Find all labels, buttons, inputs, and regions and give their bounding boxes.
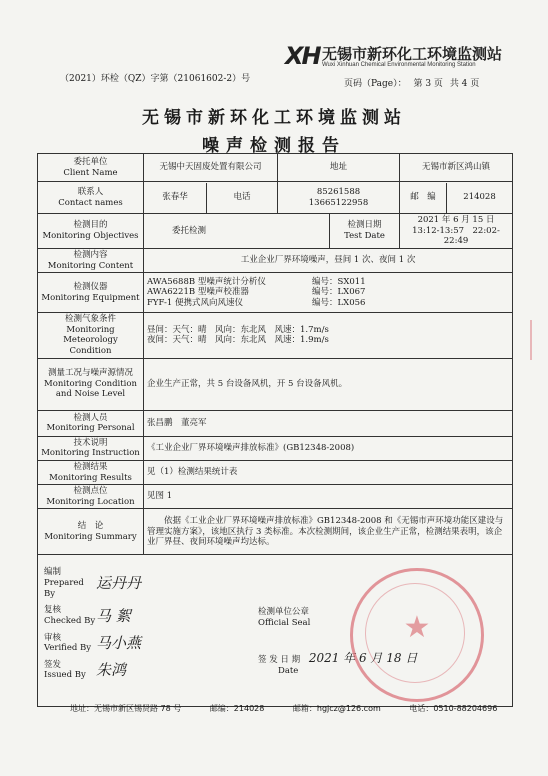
page-indicator <box>344 76 483 89</box>
row-results <box>38 460 513 484</box>
verified-row: 审核 Verified By 马小燕 <box>44 632 142 654</box>
org-name-en: Wuxi Xinhuan Chemical Environmental Monitoring Station <box>322 62 476 68</box>
contact-value: 张春华 <box>144 183 207 213</box>
issued-signature: 朱鸿 <box>96 661 127 679</box>
summary-value: 依据《工业企业厂界环境噪声排放标准》GB12348-2008 和《无锡市声环境功能区建设与管理实施方案》，该地区执行 3 类标准。本次检测期间，该企业生产正常，检测结果表明，该企业厂界昼、夜间环境噪声均达标。 <box>144 509 513 555</box>
row-weather <box>38 313 513 359</box>
page-current: 第 3 页 <box>413 79 443 89</box>
footer-phone: 电话：0510-88204696 <box>409 704 498 713</box>
row-location <box>38 485 513 509</box>
report-title-org: 无锡市新环化工环境监测站 <box>142 108 406 128</box>
row-equipment <box>38 273 513 313</box>
results-value: 见（1）检测结果统计表 <box>144 460 513 484</box>
issued-row: 签发 Issued By 朱鸿 <box>44 659 127 681</box>
edge-seal-mark <box>530 320 546 360</box>
weather-value: 昼间：天气：晴 风向：东北风 风速：1.7m/s 夜间：天气：晴 风向：东北风 风速：1.9m/s <box>144 313 513 359</box>
phone-value: 85261588 13665122958 <box>278 182 400 214</box>
results-label: 检测结果 Monitoring Results <box>38 460 144 484</box>
prepared-row: 编制 Prepared By 运丹丹 <box>44 567 142 599</box>
personnel-label: 检测人员 Monitoring Personal <box>38 410 144 436</box>
official-seal <box>350 568 484 702</box>
weather-label: 检测气象条件 Monitoring Meteorology Condition <box>38 313 144 359</box>
org-name-cn: 无锡市新环化工环境监测站 <box>322 45 503 63</box>
checked-row: 复核 Checked By 马 絮 <box>44 605 131 626</box>
instruction-value: 《工业企业厂界环境噪声排放标准》(GB12348-2008) <box>144 436 513 460</box>
footer <box>70 703 523 714</box>
equipment-item: FYF-1 便携式风向风速仪 编号：LX056 <box>147 297 366 308</box>
issue-date-value: 2021 年 6 月 18 日 <box>308 651 418 666</box>
report-title: 噪声检测报告 <box>202 136 346 156</box>
row-instruction <box>38 436 513 460</box>
row-content <box>38 248 513 272</box>
content-label: 检测内容 Monitoring Content <box>38 248 144 272</box>
row-objective <box>38 214 513 249</box>
seal-label: 检测单位公章 Official Seal <box>258 607 311 628</box>
client-label: 委托单位 Client Name <box>38 154 144 182</box>
contact-split <box>144 182 278 214</box>
condition-value: 企业生产正常，共 5 台设备风机，开 5 台设备风机。 <box>144 358 513 410</box>
footer-address: 地址：无锡市新区锡贤路 78 号 <box>70 704 182 713</box>
instruction-label: 技术说明 Monitoring Instruction <box>38 436 144 460</box>
address-value: 无锡市新区鸿山镇 <box>400 154 513 182</box>
postcode-split <box>400 182 513 214</box>
document-number: （2021）环检（QZ）字第（21061602-2）号 <box>60 74 251 84</box>
equipment-list <box>144 273 513 313</box>
logo-mark: XH <box>285 42 320 70</box>
location-value: 见图 1 <box>144 485 513 509</box>
postcode-value: 214028 <box>463 192 496 203</box>
equipment-item: AWA6221B 型噪声校准器 编号：LX067 <box>147 287 366 298</box>
page-total: 共 4 页 <box>449 79 480 89</box>
postcode-label: 邮 编 <box>400 183 447 213</box>
phone-label: 电话 <box>233 192 251 203</box>
equipment-item: AWA5688B 型噪声统计分析仪 编号：SX011 <box>147 276 366 287</box>
seal-star-icon: ★ <box>403 610 431 645</box>
row-personnel <box>38 410 513 436</box>
equipment-label: 检测仪器 Monitoring Equipment <box>38 273 144 313</box>
footer-postcode: 邮编：214028 <box>209 704 265 713</box>
footer-email: 邮箱：hgjcz@126.com <box>292 704 381 713</box>
objective-label: 检测目的 Monitoring Objectives <box>38 214 144 249</box>
summary-label: 结 论 Monitoring Summary <box>38 509 144 555</box>
date-label: 检测日期 Test Date <box>330 214 400 249</box>
client-value: 无锡中天固废处置有限公司 <box>144 154 278 182</box>
issue-date: 签 发 日 期 2021 年 6 月 18 日 Date <box>258 651 418 677</box>
row-contact <box>38 182 513 214</box>
condition-label: 测量工况与噪声源情况 Monitoring Condition and Noise Level <box>38 358 144 410</box>
row-condition <box>38 358 513 410</box>
row-summary <box>38 509 513 555</box>
verified-signature: 马小燕 <box>96 633 142 652</box>
date-value: 2021 年 6 月 15 日 13:12-13:57 22:02-22:49 <box>400 214 513 249</box>
contact-label: 联系人 Contact names <box>38 182 144 214</box>
location-label: 检测点位 Monitoring Location <box>38 485 144 509</box>
address-label: 地址 <box>278 154 400 182</box>
prepared-signature: 运丹丹 <box>96 573 142 592</box>
content-value: 工业企业厂界环境噪声，昼间 1 次、夜间 1 次 <box>144 248 513 272</box>
checked-signature: 马 絮 <box>96 606 131 625</box>
page-label: 页码（Page）： <box>344 79 407 89</box>
row-client <box>38 154 513 182</box>
personnel-value: 张昌鹏 董亮军 <box>144 410 513 436</box>
objective-value: 委托检测 <box>144 214 330 249</box>
